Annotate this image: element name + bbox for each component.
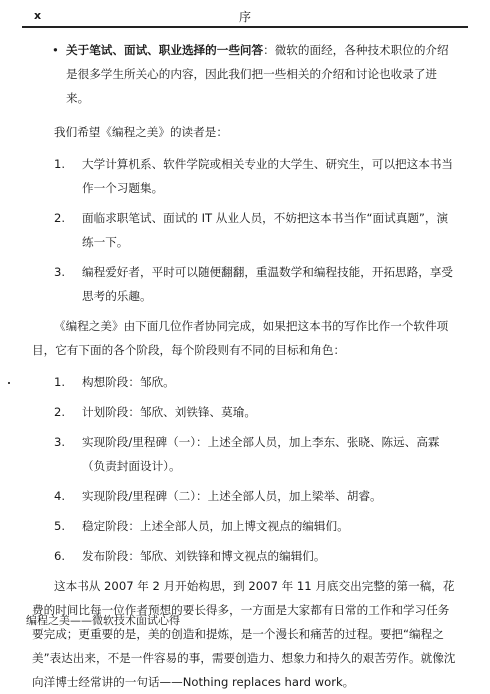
item-number: 6. bbox=[54, 549, 66, 563]
list-item bbox=[32, 400, 458, 424]
item-text: 大学计算机系、软件学院或相关专业的大学生、研究生，可以把这本书当作一个习题集。 bbox=[82, 157, 454, 195]
authors-paragraph: 《编程之美》由下面几位作者协同完成，如果把这本书的写作比作一个软件项目，它有下面的各个阶段，每个阶段则有不同的目标和角色： bbox=[32, 319, 449, 357]
phases-list bbox=[32, 370, 458, 568]
item-number: 3. bbox=[54, 265, 66, 279]
item-text: 面临求职笔试、面试的 IT 从业人员，不妨把这本书当作“面试真题”，演练一下。 bbox=[82, 211, 449, 249]
closing-paragraph: 这本书从 2007 年 2 月开始构思，到 2007 年 11 月底交出完整的第一稿，花费的时间比每一位作者预想的要长得多，一方面是大家都有日常的工作和学习任务要完成；更重要的是，美的创造和提炼，是一个漫长和痛苦的过程。要把“编程之美”表达出来，不是一件容易的事，需要创造力、想象力和持久的艰苦劳作。就像沈向洋博士经常讲的一句话——Nothing replaces hard work。 bbox=[32, 579, 456, 689]
item-number: 1. bbox=[54, 375, 66, 389]
item-text: 构想阶段：邹欣。 bbox=[82, 375, 175, 389]
list-item bbox=[32, 544, 458, 568]
bullet-marker: • bbox=[52, 43, 59, 57]
item-text: 计划阶段：邹欣、刘铁锋、莫瑜。 bbox=[82, 405, 256, 419]
item-text: 实现阶段/里程碑（二）：上述全部人员，加上梁举、胡睿。 bbox=[82, 489, 382, 503]
page-footer: 编程之美——微软技术面试心得 bbox=[26, 614, 180, 627]
list-item bbox=[32, 152, 458, 200]
bullet-text: ：微软的面经，各种技术职位的介绍是很多学生所关心的内容，因此我们把一些相关的介绍和讨论也收录了进来。 bbox=[66, 43, 449, 105]
bullet-title: 关于笔试、面试、职业选择的一些问答 bbox=[66, 43, 264, 57]
page-header bbox=[22, 0, 468, 28]
list-item bbox=[32, 484, 458, 508]
header-rule bbox=[22, 26, 468, 28]
item-text: 发布阶段：邹欣、刘铁锋和博文视点的编辑们。 bbox=[82, 549, 326, 563]
list-item bbox=[32, 370, 458, 394]
item-number: 5. bbox=[54, 519, 66, 533]
list-item bbox=[32, 206, 458, 254]
readers-list bbox=[32, 152, 458, 308]
item-number: 1. bbox=[54, 157, 66, 171]
item-number: 2. bbox=[54, 211, 66, 225]
list-item bbox=[32, 514, 458, 538]
item-number: 2. bbox=[54, 405, 66, 419]
item-text: 编程爱好者，平时可以随便翻翻，重温数学和编程技能，开拓思路，享受思考的乐趣。 bbox=[82, 265, 454, 303]
item-number: 3. bbox=[54, 435, 66, 449]
scan-speck bbox=[8, 382, 10, 384]
page-number: x bbox=[34, 9, 42, 22]
list-item bbox=[32, 260, 458, 308]
intro-paragraph: 我们希望《编程之美》的读者是： bbox=[54, 125, 228, 139]
running-title: 序 bbox=[238, 10, 251, 24]
item-text: 稳定阶段：上述全部人员，加上博文视点的编辑们。 bbox=[82, 519, 349, 533]
item-text: 实现阶段/里程碑（一）：上述全部人员，加上李东、张晓、陈远、高霖（负责封面设计）。 bbox=[82, 435, 440, 473]
list-item bbox=[32, 430, 458, 478]
bullet-item bbox=[32, 38, 458, 110]
page-body bbox=[32, 38, 458, 694]
item-number: 4. bbox=[54, 489, 66, 503]
